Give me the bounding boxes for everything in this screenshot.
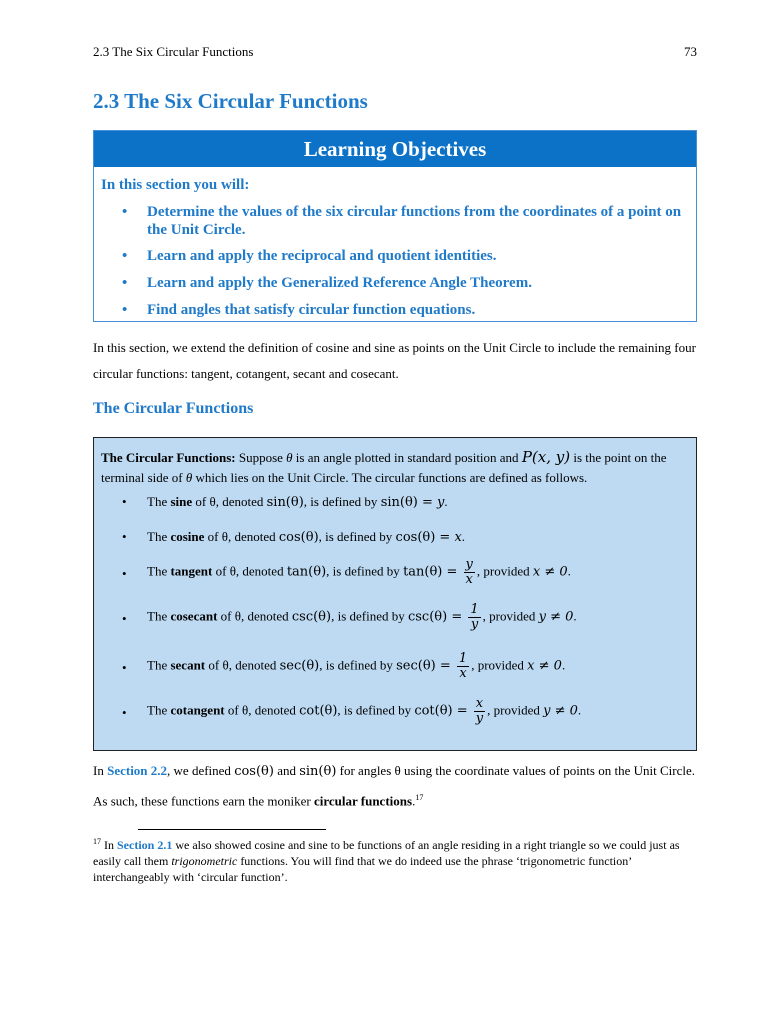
def-text: The [147,494,171,509]
def-text: of θ, denoted [217,608,292,624]
def-text: The [147,608,171,624]
function-name: tangent [170,563,213,579]
fraction [468,603,480,632]
definition-item-secant [94,652,696,692]
fraction-denominator: x [465,572,473,587]
function-notation: cot(θ) [299,703,338,719]
closing-paragraph [93,758,697,814]
point-p: P(x, y) [521,448,571,466]
definition-text [147,603,577,632]
closing-text: , we defined [167,763,235,778]
fraction-numerator: x [474,697,485,712]
definition-text [147,494,448,510]
learning-objectives-intro: In this section you will: [101,177,250,193]
definition-text [147,652,565,681]
objective-text: Learn and apply the Generalized Reference Angle Theorem. [147,275,532,291]
footnote-italic: trigonometric [171,854,238,868]
intro-paragraph: In this section, we extend the definition of cosine and sine as points on the Unit Circle to include the remaining four circular functions: tangent, cotangent, secant and cosecant. [93,340,696,381]
def-text: , is defined by [337,702,415,718]
running-head [93,44,697,60]
lead-text: which lies on the Unit Circle. The circular functions are defined as follows. [192,470,588,485]
formula-lhs: csc(θ) = [407,609,467,625]
function-notation: sec(θ) [279,658,320,674]
footnote-number: 17 [93,837,101,846]
def-text: The [147,657,171,673]
closing-text: for angles θ using the coordinate values of points on the Unit Circle. As such, these functions earn the moniker [93,763,695,809]
def-text: The [147,702,171,718]
lead-text: is the point on the terminal side of [101,450,667,485]
formula-lhs: sin(θ) = [380,495,438,510]
function-name: cosecant [170,608,218,624]
formula-rhs: x [454,530,462,545]
cos-notation: cos(θ) [234,764,274,779]
fraction [457,652,469,681]
bullet: • [122,302,128,318]
definition-text [147,529,465,545]
definition-item-sine [94,494,696,534]
section-2-2-link[interactable]: Section 2.2 [107,763,168,778]
def-text: . [573,608,577,624]
definition-item-cosecant [94,603,696,643]
footnote-marker: 17 [415,793,424,802]
function-name: cotangent [170,702,225,718]
definition-item-cotangent [94,697,696,737]
running-title: 2.3 The Six Circular Functions [93,44,254,59]
fraction-denominator: y [470,617,479,632]
section-title: 2.3 The Six Circular Functions [93,89,368,113]
def-text: of θ, denoted [205,657,280,673]
lead-text: is an angle plotted in standard position and [292,450,522,465]
theta-symbol: θ [286,450,293,465]
def-text: The [147,529,171,544]
definition-box [93,437,697,751]
fraction-numerator: y [465,557,473,572]
fraction-denominator: y [475,711,484,726]
circular-functions-term: circular functions [313,793,413,809]
bullet: • [122,705,127,720]
sin-notation: sin(θ) [299,764,337,779]
footnote [93,834,697,885]
definition-text [147,697,581,726]
def-text: , provided [482,608,539,624]
def-text: The [147,563,171,579]
condition: x ≠ 0 [532,564,568,580]
function-name: sine [170,494,193,509]
def-text: . [561,657,566,673]
fraction [464,558,475,587]
function-notation: csc(θ) [291,609,332,625]
condition: x ≠ 0 [527,658,562,674]
formula-lhs: sec(θ) = [396,658,455,674]
def-text: . [444,494,448,509]
function-notation: cos(θ) [278,530,319,545]
bullet: • [122,660,127,675]
bullet: • [122,275,128,291]
footnote-text: we also showed cosine and sine to be functions of an angle residing in a right triangle so we could just as easily call them [93,838,680,868]
def-text: , is defined by [303,494,381,509]
def-text: , provided [487,702,544,718]
def-text: , provided [476,563,533,579]
def-text: , is defined by [326,563,404,579]
definition-item-tangent [94,558,696,598]
fraction-denominator: x [459,666,467,681]
definition-text [147,558,571,587]
def-text: of θ, denoted [212,563,287,579]
def-text: . [567,563,571,579]
section-2-1-link[interactable]: Section 2.1 [117,838,173,852]
def-text: , provided [471,657,528,673]
footnote-text: functions. You will find that we do indeed use the phrase ‘trigonometric function’ interchangeably with ‘circular function’. [93,854,632,884]
formula-lhs: cot(θ) = [414,703,472,719]
bullet: • [122,494,127,509]
footnote-rule [138,829,326,830]
objective-text: Learn and apply the reciprocal and quotient identities. [147,248,497,264]
function-notation: sin(θ) [266,495,304,510]
def-text: , is defined by [318,529,396,544]
fraction [474,697,485,726]
closing-text: . [412,793,416,809]
bullet: • [122,529,127,544]
fraction-numerator: 1 [458,651,468,666]
subheading-circular-functions: The Circular Functions [93,400,254,417]
formula-lhs: tan(θ) = [403,564,462,580]
definition-lead [101,447,688,488]
condition: y ≠ 0 [538,609,574,625]
function-name: secant [170,657,206,673]
formula-lhs: cos(θ) = [395,530,455,545]
page-number: 73 [684,44,697,59]
def-text: . [461,529,466,544]
def-text: of θ, denoted [192,494,267,509]
condition: y ≠ 0 [543,703,578,719]
theta-symbol: θ [185,470,193,485]
bullet: • [122,204,128,220]
objective-text: Determine the values of the six circular functions from the coordinates of a point on the Unit Circle. [147,204,682,238]
def-text: . [577,702,582,718]
function-name: cosine [170,529,205,544]
bullet: • [122,248,128,264]
footnote-text: In [101,838,117,852]
fraction-numerator: 1 [470,602,479,617]
closing-text: and [273,763,300,778]
lead-text: Suppose [235,450,287,465]
learning-objectives-box [93,130,697,322]
bullet: • [122,566,127,581]
formula-rhs: y [437,495,445,510]
def-text: of θ, denoted [204,529,279,544]
learning-objectives-title: Learning Objectives [94,131,696,167]
closing-text: In [93,763,108,778]
function-notation: tan(θ) [286,564,327,580]
def-text: , is defined by [331,608,408,624]
def-text: of θ, denoted [224,702,300,718]
def-text: , is defined by [319,657,397,673]
objective-text: Find angles that satisfy circular function equations. [147,302,476,318]
definition-lead-bold: The Circular Functions: [101,450,236,465]
bullet: • [122,611,127,626]
